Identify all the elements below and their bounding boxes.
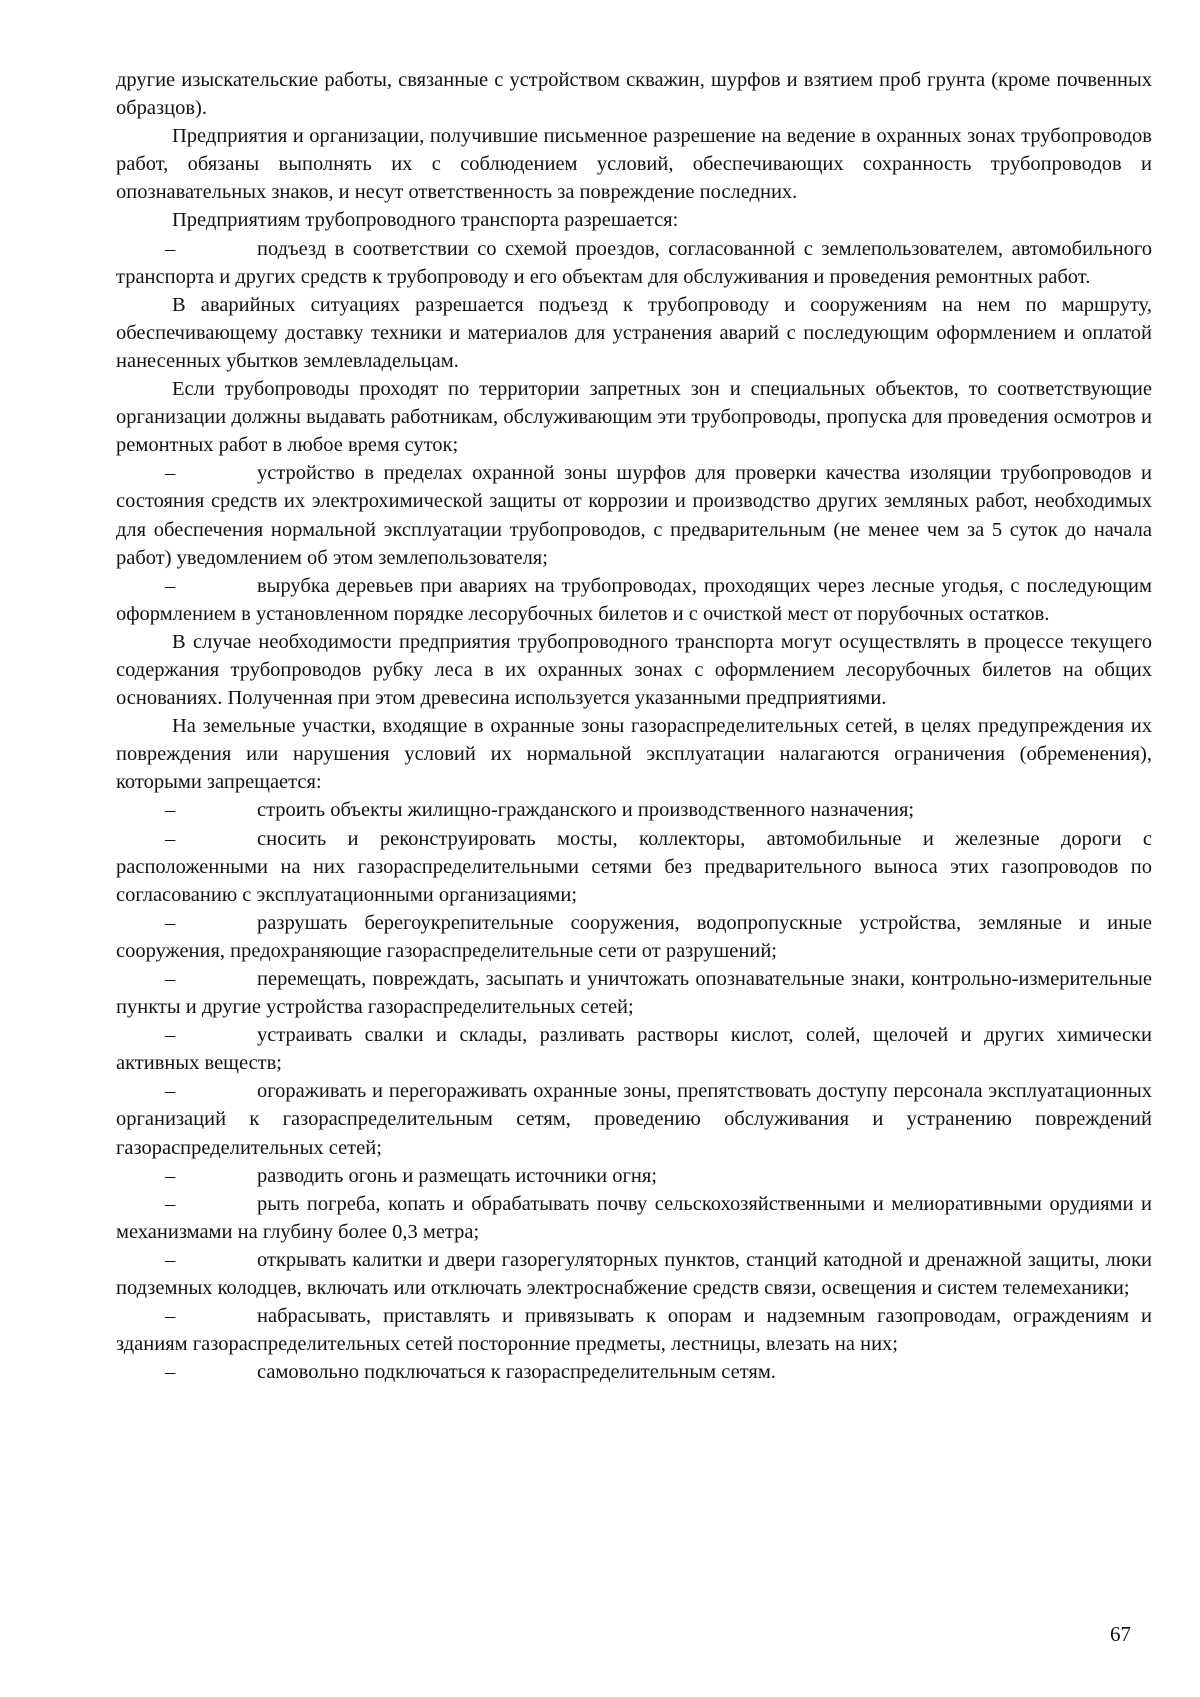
list-item: – перемещать, повреждать, засыпать и уничтожать опознавательные знаки, контрольно-измерительные пункты и другие устройства газораспределительных сетей; [116,968,1152,1019]
list-item: – подъезд в соответствии со схемой проездов, согласованной с землепользователем, автомобильного транспорта и других средств к трубопроводу и его объектам для обслуживания и проведения ремонтных работ. [116,237,1152,288]
list-item-text: разрушать берегоукрепительные сооружения, водопропускные устройства, земляные и иные сооружения, предохраняющие газораспределительные сети от разрушений; [116,911,1152,962]
list-item-text: огораживать и перегораживать охранные зоны, препятствовать доступу персонала эксплуатационных организаций к газораспределительным сетям, проведению обслуживания и устранению повреждений газораспределительных сетей; [116,1080,1152,1159]
paragraph: Если трубопроводы проходят по территории запретных зон и специальных объектов, то соответствующие организации должны выдавать работникам, обслуживающим эти трубопроводы, пропуска для проведения осмотров и ремонтных работ в любое время суток; [116,378,1152,457]
list-item: – сносить и реконструировать мосты, коллекторы, автомобильные и железные дороги с расположенными на них газораспределительными сетями без предварительного выноса этих газопроводов по согласованию с эксплуатационными организациями; [116,827,1152,906]
list-item-text: рыть погреба, копать и обрабатывать почву сельскохозяйственными и мелиоративными орудиями и механизмами на глубину более 0,3 метра; [116,1192,1152,1243]
list-item-text: устройство в пределах охранной зоны шурфов для проверки качества изоляции трубопроводов и состояния средств их электрохимической защиты от коррозии и производство других земляных работ, необходимых для обеспечения нормальной эксплуатации трубопроводов, с предварительным (не менее чем за 5 суток до начала работ) уведомлением об этом землепользователя; [116,462,1152,569]
list-item-text: сносить и реконструировать мосты, коллекторы, автомобильные и железные дороги с расположенными на них газораспределительными сетями без предварительного выноса этих газопроводов по согласованию с эксплуатационными организациями; [116,827,1152,906]
list-item-text: самовольно подключаться к газораспределительным сетям. [257,1361,776,1384]
list-item: – вырубка деревьев при авариях на трубопроводах, проходящих через лесные угодья, с последующим оформлением в установленном порядке лесорубочных билетов и с очисткой мест от порубочных остатков. [116,574,1152,625]
list-item-text: перемещать, повреждать, засыпать и уничтожать опознавательные знаки, контрольно-измерительные пункты и другие устройства газораспределительных сетей; [116,968,1152,1019]
list-item-text: разводить огонь и размещать источники огня; [257,1164,657,1187]
list-item-text: подъезд в соответствии со схемой проездов, согласованной с землепользователем, автомобильного транспорта и других средств к трубопроводу и его объектам для обслуживания и проведения ремонтных работ. [116,237,1152,288]
list-item-text: устраивать свалки и склады, разливать растворы кислот, солей, щелочей и других химически активных веществ; [116,1024,1152,1075]
list-item-text: строить объекты жилищно-гражданского и производственного назначения; [257,799,915,822]
paragraph: Предприятиям трубопроводного транспорта разрешается: [172,209,679,232]
list-item: – набрасывать, приставлять и привязывать к опорам и надземным газопроводам, ограждениям и зданиям газораспределительных сетей посторонние предметы, лестницы, влезать на них; [116,1305,1152,1356]
list-item: – самовольно подключаться к газораспределительным сетям. [165,1361,776,1384]
list-item-text: вырубка деревьев при авариях на трубопроводах, проходящих через лесные угодья, с последующим оформлением в установленном порядке лесорубочных билетов и с очисткой мест от порубочных остатков. [116,574,1152,625]
list-item: – разрушать берегоукрепительные сооружения, водопропускные устройства, земляные и иные сооружения, предохраняющие газораспределительные сети от разрушений; [116,911,1152,962]
list-item: – огораживать и перегораживать охранные зоны, препятствовать доступу персонала эксплуатационных организаций к газораспределительным сетям, проведению обслуживания и устранению повреждений газораспределительных сетей; [116,1080,1152,1159]
list-item: – устраивать свалки и склады, разливать растворы кислот, солей, щелочей и других химически активных веществ; [116,1024,1152,1075]
list-item: – рыть погреба, копать и обрабатывать почву сельскохозяйственными и мелиоративными орудиями и механизмами на глубину более 0,3 метра; [116,1192,1152,1243]
list-item-text: набрасывать, приставлять и привязывать к опорам и надземным газопроводам, ограждениям и зданиям газораспределительных сетей посторонние предметы, лестницы, влезать на них; [116,1305,1152,1356]
paragraph: На земельные участки, входящие в охранные зоны газораспределительных сетей, в целях предупреждения их повреждения или нарушения условий их нормальной эксплуатации налагаются ограничения (обременения), которыми запрещается: [116,715,1152,794]
list-item: – открывать калитки и двери газорегуляторных пунктов, станций катодной и дренажной защиты, люки подземных колодцев, включать или отключать электроснабжение средств связи, освещения и систем телемеханики; [116,1248,1152,1300]
list-item: – разводить огонь и размещать источники огня; [165,1164,657,1187]
list-item-text: открывать калитки и двери газорегуляторных пунктов, станций катодной и дренажной защиты, люки подземных колодцев, включать или отключать электроснабжение средств связи, освещения и систем телемеханики; [116,1248,1152,1300]
list-item: – устройство в пределах охранной зоны шурфов для проверки качества изоляции трубопроводов и состояния средств их электрохимической защиты от коррозии и производство других земляных работ, необходимых для обеспечения нормальной эксплуатации трубопроводов, с предварительным (не менее чем за 5 суток до начала работ) уведомлением об этом землепользователя; [116,462,1152,569]
paragraph: В аварийных ситуациях разрешается подъезд к трубопроводу и сооружениям на нем по маршруту, обеспечивающему доставку техники и материалов для устранения аварий с последующим оформлением и оплатой нанесенных убытков землевладельцам. [116,293,1152,372]
paragraph: Предприятия и организации, получившие письменное разрешение на ведение в охранных зонах трубопроводов работ, обязаны выполнять их с соблюдением условий, обеспечивающих сохранность трубопроводов и опознавательных знаков, и несут ответственность за повреждение последних. [116,125,1152,204]
paragraph: В случае необходимости предприятия трубопроводного транспорта могут осуществлять в процессе текущего содержания трубопроводов рубку леса в их охранных зонах с оформлением лесорубочных билетов на общих основаниях. Полученная при этом древесина используется указанными предприятиями. [116,630,1152,710]
list-item: – строить объекты жилищно-гражданского и производственного назначения; [165,799,915,822]
document-body [116,66,1152,1386]
page-number: 67 [1110,1622,1131,1646]
paragraph-continuation: другие изыскательские работы, связанные с устройством скважин, шурфов и взятием проб грунта (кроме почвенных образцов). [116,69,1152,120]
